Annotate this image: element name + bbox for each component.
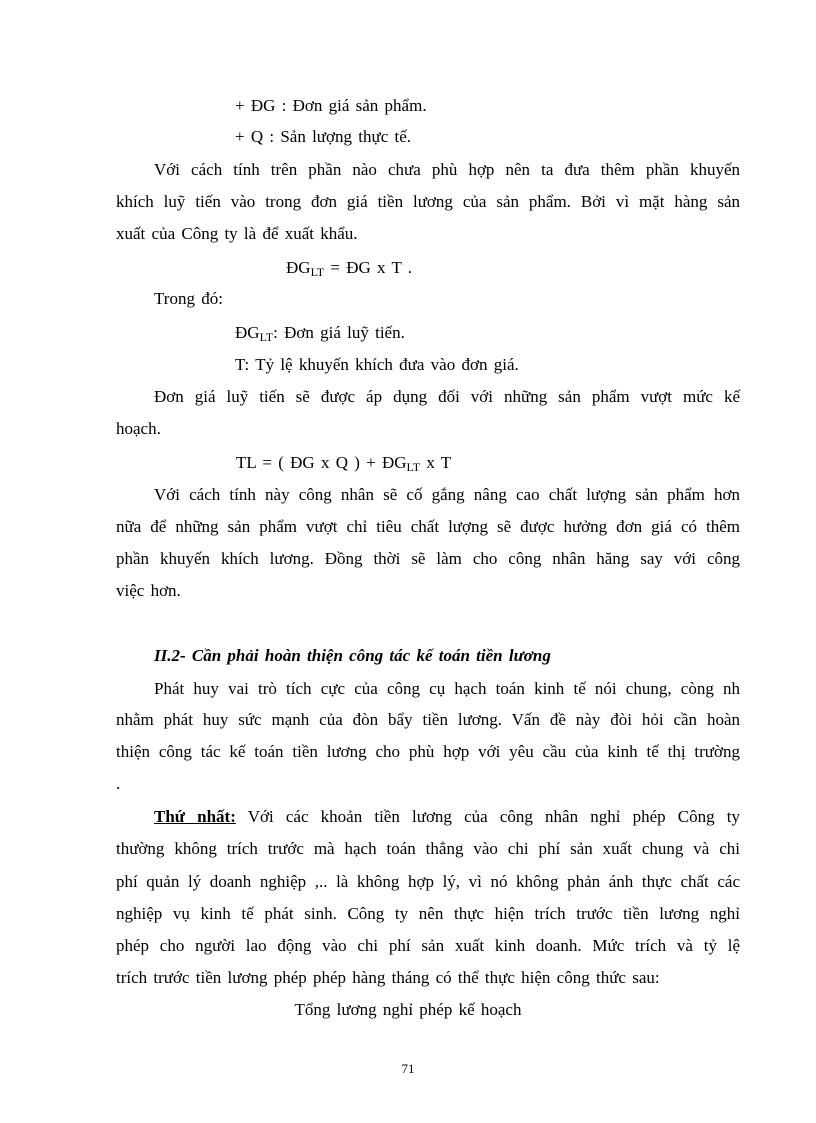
paragraph-5-line-1-rest: Với các khoản tiền lương của công nhân nghỉ phép Công ty (235, 807, 741, 826)
definition-q: + Q : Sản lượng thực tế. (235, 127, 412, 146)
formula-1-lhs: ĐG (286, 258, 311, 277)
paragraph-1-line-3: xuất của Công ty là để xuất khẩu. (116, 224, 358, 243)
definition-dglt-subscript: LT (259, 330, 274, 344)
paragraph-3-line-3: phần khuyến khích lương. Đồng thời sẽ làm cho công nhân hăng say với công (116, 549, 740, 568)
page-number: 71 (401, 1061, 415, 1076)
formula-1-rhs: = ĐG x T . (324, 258, 413, 277)
definition-t: T: Tỷ lệ khuyến khích đưa vào đơn giá. (235, 355, 519, 374)
paragraph-1-line-2: khích luỹ tiến vào trong đơn giá tiền lương của sản phẩm. Bởi vì mặt hàng sản (116, 192, 740, 211)
paragraph-5-line-6: trích trước tiền lương phép phép hàng tháng có thể thực hiện công thức sau: (116, 968, 660, 987)
paragraph-5-line-2: thường không trích trước mà hạch toán thẳng vào chi phí sản xuất chung và chi (116, 839, 740, 858)
definition-dglt-desc: : Đơn giá luỹ tiến. (273, 323, 405, 342)
paragraph-5-line-1 (116, 806, 740, 828)
paragraph-3-line-4: việc hơn. (116, 581, 181, 600)
paragraph-4-line-3: thiện công tác kế toán tiền lương cho phù hợp với yêu cầu của kinh tế thị trường (116, 742, 740, 761)
paragraph-5-line-4: nghiệp vụ kinh tế phát sinh. Công ty nên thực hiện trích trước tiền lương nghỉ (116, 904, 740, 923)
definition-dglt-term: ĐG (235, 323, 260, 342)
definition-dglt (235, 322, 405, 344)
formula-3-numerator: Tổng lương nghỉ phép kế hoạch (294, 1000, 522, 1019)
paragraph-3-line-2: nữa để những sản phẩm vượt chỉ tiêu chất lượng sẽ được hưởng đơn giá có thêm (116, 517, 740, 536)
paragraph-2-line-1: Đơn giá luỹ tiến sẽ được áp dụng đối với những sản phẩm vượt mức kế (154, 387, 740, 406)
paragraph-1-line-1: Với cách tính trên phần nào chưa phù hợp nên ta đưa thêm phần khuyến (154, 160, 740, 179)
formula-1-lhs-subscript: LT (310, 265, 325, 279)
paragraph-5-line-5: phép cho người lao động vào chi phí sản xuất kinh doanh. Mức trích và tỷ lệ (116, 936, 740, 955)
formula-2-part-1: TL = ( ĐG x Q ) + ĐG (236, 453, 407, 472)
section-heading: II.2- Cần phải hoàn thiện công tác kế toán tiền lương (154, 646, 551, 665)
paragraph-4-line-1: Phát huy vai trò tích cực của công cụ hạch toán kinh tế nói chung, còng nh (154, 679, 740, 698)
formula-2-part-2: x T (420, 453, 452, 472)
formula-progressive-unit-price (286, 257, 412, 279)
paragraph-4-line-2: nhằm phát huy sức mạnh của đòn bẩy tiền lương. Vấn đề này đòi hỏi cần hoàn (116, 710, 740, 729)
formula-2-subscript: LT (406, 460, 421, 474)
paragraph-5-line-3: phí quản lý doanh nghiệp ,.. là không hợp lý, vì nó không phản ánh thực chất các (116, 872, 740, 891)
paragraph-4-line-4: . (116, 774, 121, 793)
paragraph-2-line-2: hoạch. (116, 419, 161, 438)
first-point-label: Thứ nhất: (154, 807, 236, 826)
paragraph-3-line-1: Với cách tính này công nhân sẽ cố gắng nâng cao chất lượng sản phẩm hơn (154, 485, 740, 504)
where-label: Trong đó: (154, 289, 223, 308)
definition-dg: + ĐG : Đơn giá sản phẩm. (235, 96, 427, 115)
formula-total-wage (236, 452, 451, 474)
